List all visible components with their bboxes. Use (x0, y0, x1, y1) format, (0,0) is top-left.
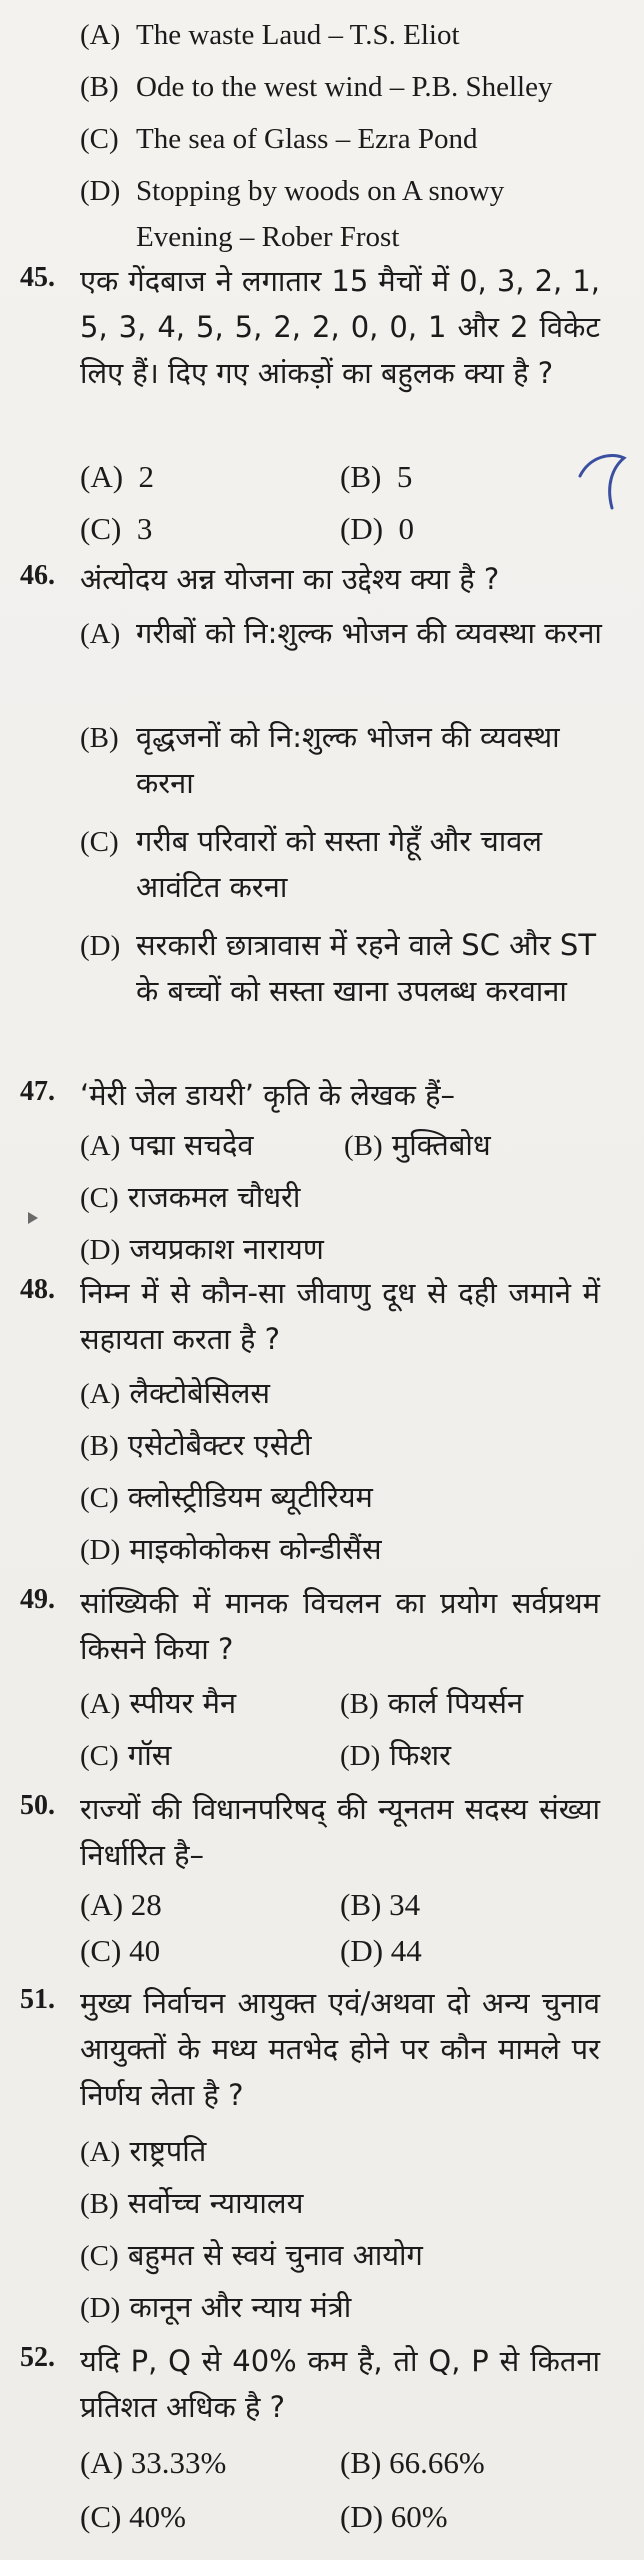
question-number: 48. (20, 1274, 55, 1305)
option-label: (A) (80, 2445, 124, 2480)
option-label: (C) (80, 2240, 119, 2272)
option-text: 3 (136, 511, 153, 546)
option-label: (A) (80, 19, 121, 51)
question-number: 52. (20, 2342, 55, 2373)
option-b (80, 1422, 312, 1469)
option-text: गरीबों को नि:शुल्क भोजन की व्यवस्था करना (136, 616, 602, 650)
option-label: (C) (80, 1182, 119, 1214)
option-a (80, 610, 610, 657)
option-label: (C) (80, 123, 119, 155)
option-label: (A) (80, 1130, 121, 1162)
option-b (80, 714, 610, 806)
option-label: (C) (80, 2499, 122, 2534)
option-b (340, 454, 412, 500)
option-text: कानून और न्याय मंत्री (129, 2290, 352, 2324)
option-label: (C) (80, 1740, 119, 1772)
question-text: निम्न में से कौन-सा जीवाणु दूध से दही जमाने में सहायता करता है ? (80, 1276, 600, 1356)
option-a (80, 1680, 236, 1727)
option-a (80, 2128, 206, 2175)
option-label: (B) (80, 71, 119, 103)
option-text: राजकमल चौधरी (127, 1180, 301, 1214)
question-text: यदि P, Q से 40% कम है, तो Q, P से कितना प्रतिशत अधिक है ? (80, 2344, 600, 2424)
option-text: The waste Laud – T.S. Eliot (136, 19, 460, 51)
pen-mark-icon (572, 446, 642, 516)
option-text: 66.66% (389, 2445, 485, 2480)
option-label: (D) (80, 2292, 121, 2324)
option-text: 33.33% (130, 2445, 227, 2480)
question-number: 50. (20, 1790, 55, 1821)
option-label: (D) (80, 930, 121, 962)
option-text: 40 (129, 1933, 161, 1968)
question-text: एक गेंदबाज ने लगातार 15 मैचों में 0, 3, 2, 1, 5, 3, 4, 5, 5, 2, 2, 0, 0, 1 और 2 विकेट लिए हैं। दिए गए आंकड़ों का बहुलक क्या है ? (80, 264, 600, 390)
option-label: (D) (340, 1933, 384, 1968)
option-c (80, 1928, 160, 1974)
option-a (80, 454, 154, 500)
option-d (80, 922, 610, 1014)
option-a (80, 12, 610, 58)
option-label: (D) (80, 1234, 121, 1266)
option-text: लैक्टोबेसिलस (129, 1376, 271, 1410)
option-a (80, 1882, 162, 1928)
option-d (80, 1526, 382, 1573)
pointer-mark-icon (26, 1210, 40, 1226)
option-label: (B) (80, 2188, 119, 2220)
option-label: (A) (80, 1887, 124, 1922)
option-a (80, 1370, 270, 1417)
option-text: स्पीयर मैन (129, 1686, 237, 1720)
option-text: 5 (396, 459, 413, 494)
option-text: गॉस (127, 1738, 172, 1772)
option-label: (D) (340, 511, 384, 546)
option-text: माइकोकोकस कोन्डीसैंस (129, 1532, 382, 1566)
option-b (344, 1122, 491, 1169)
option-b (80, 2180, 303, 2227)
option-text: जयप्रकाश नारायण (129, 1232, 324, 1266)
option-label: (A) (80, 2136, 121, 2168)
option-d (340, 2494, 448, 2540)
option-text: वृद्धजनों को नि:शुल्क भोजन की व्यवस्था करना (136, 720, 560, 800)
option-text: सर्वोच्च न्यायालय (127, 2186, 304, 2220)
option-text: पद्मा सचदेव (129, 1128, 254, 1162)
option-label: (B) (340, 2445, 382, 2480)
question-text: अंत्योदय अन्न योजना का उद्देश्य क्या है ? (80, 562, 500, 596)
question-number: 47. (20, 1076, 55, 1107)
question-number: 51. (20, 1984, 55, 2015)
option-text: राष्ट्रपति (129, 2134, 207, 2168)
option-c (80, 818, 610, 910)
option-text: मुक्तिबोध (391, 1128, 491, 1162)
option-c (80, 1174, 300, 1221)
option-text: Ode to the west wind – P.B. Shelley (136, 71, 553, 103)
option-text: 34 (389, 1887, 421, 1922)
option-text: क्लोस्ट्रीडियम ब्यूटीरियम (127, 1480, 373, 1514)
question-number: 45. (20, 262, 55, 293)
question-number: 49. (20, 1584, 55, 1615)
option-d (340, 1732, 451, 1779)
option-c (80, 116, 610, 162)
option-label: (D) (80, 175, 121, 207)
option-label: (A) (80, 1378, 121, 1410)
option-text: Stopping by woods on A snowy Evening – Rober Frost (136, 175, 505, 253)
option-label: (A) (80, 618, 121, 650)
option-text: फिशर (389, 1738, 451, 1772)
option-label: (B) (344, 1130, 383, 1162)
option-label: (D) (340, 1740, 381, 1772)
option-label: (B) (340, 1688, 379, 1720)
question-text: मुख्य निर्वाचन आयुक्त एवं/अथवा दो अन्य चुनाव आयुक्तों के मध्य मतभेद होने पर कौन मामले पर निर्णय लेता है ? (80, 1986, 600, 2112)
option-b (80, 64, 610, 110)
option-c (80, 1732, 171, 1779)
question-text: सांख्यिकी में मानक विचलन का प्रयोग सर्वप्रथम किसने किया ? (80, 1586, 600, 1666)
option-c (80, 506, 152, 552)
option-label: (B) (80, 722, 119, 754)
option-text: गरीब परिवारों को सस्ता गेहूँ और चावल आवंटित करना (136, 824, 543, 904)
option-d (340, 1928, 422, 1974)
option-c (80, 2232, 423, 2279)
option-d (340, 506, 414, 552)
option-d (80, 1226, 324, 1273)
option-text: सरकारी छात्रावास में रहने वाले SC और ST के बच्चों को सस्ता खाना उपलब्ध करवाना (136, 928, 597, 1008)
option-label: (C) (80, 1933, 122, 1968)
option-label: (B) (340, 1887, 382, 1922)
question-number: 46. (20, 560, 55, 591)
option-text: 28 (130, 1887, 162, 1922)
option-text: 2 (138, 459, 155, 494)
option-label: (D) (340, 2499, 384, 2534)
option-text: कार्ल पियर्सन (387, 1686, 524, 1720)
option-text: 0 (398, 511, 415, 546)
option-text: 60% (390, 2499, 448, 2534)
option-b (340, 2440, 485, 2486)
option-label: (B) (80, 1430, 119, 1462)
option-c (80, 2494, 186, 2540)
question-text: राज्यों की विधानपरिषद् की न्यूनतम सदस्य संख्या निर्धारित है– (80, 1792, 600, 1872)
option-text: 44 (390, 1933, 422, 1968)
question-text: ‘मेरी जेल डायरी’ कृति के लेखक हैं– (80, 1078, 455, 1112)
option-b (340, 1882, 420, 1928)
option-c (80, 1474, 373, 1521)
option-d (80, 168, 610, 260)
option-label: (C) (80, 511, 122, 546)
option-label: (C) (80, 826, 119, 858)
option-text: The sea of Glass – Ezra Pond (136, 123, 478, 155)
option-label: (B) (340, 459, 382, 494)
option-d (80, 2284, 351, 2331)
option-text: बहुमत से स्वयं चुनाव आयोग (127, 2238, 423, 2272)
option-text: एसेटोबैक्टर एसेटी (127, 1428, 312, 1462)
option-text: 40% (129, 2499, 186, 2534)
option-a (80, 2440, 226, 2486)
option-label: (C) (80, 1482, 119, 1514)
option-label: (A) (80, 459, 124, 494)
option-b (340, 1680, 523, 1727)
option-label: (A) (80, 1688, 121, 1720)
option-a (80, 1122, 254, 1169)
option-label: (D) (80, 1534, 121, 1566)
